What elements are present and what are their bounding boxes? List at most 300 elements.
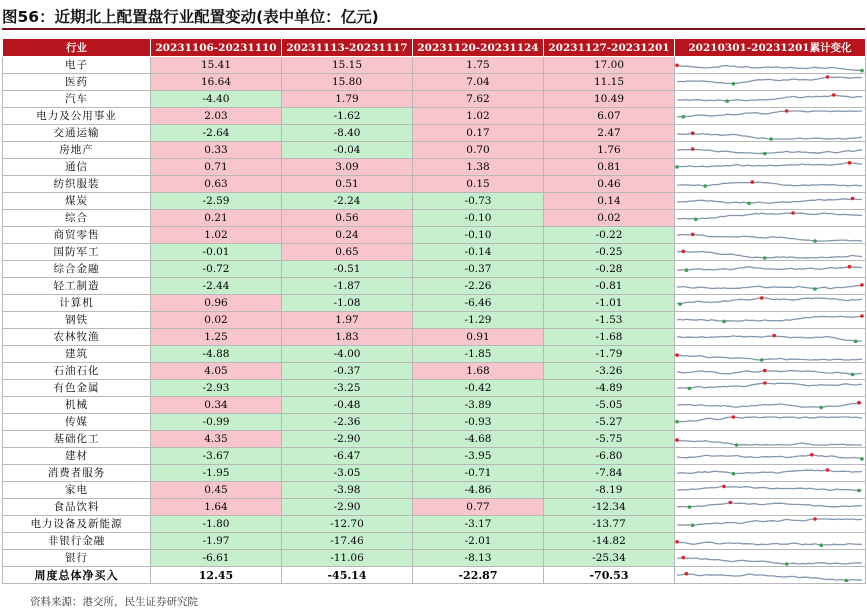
sparkline-chart	[675, 126, 864, 141]
sector-allocation-table	[2, 38, 866, 584]
cumulative-sparkline	[675, 176, 866, 193]
value-cell: 0.63	[151, 176, 282, 193]
cumulative-sparkline	[675, 431, 866, 448]
sparkline-chart	[675, 296, 864, 311]
table-row	[3, 108, 866, 125]
cumulative-sparkline	[675, 448, 866, 465]
sparkline-min-marker	[688, 505, 692, 509]
sparkline-min-marker	[725, 99, 729, 103]
table-row	[3, 125, 866, 142]
value-cell: -5.27	[544, 414, 675, 431]
table-row	[3, 499, 866, 516]
cumulative-sparkline	[675, 312, 866, 329]
industry-name: 交通运输	[3, 125, 151, 142]
value-cell: 1.02	[151, 227, 282, 244]
sparkline-min-marker	[785, 562, 789, 566]
cumulative-sparkline	[675, 125, 866, 142]
sparkline-chart	[675, 466, 864, 481]
table-header-row	[3, 39, 866, 57]
value-cell: -17.46	[282, 533, 413, 550]
sparkline-path	[677, 133, 862, 139]
sparkline-max-marker	[826, 75, 830, 79]
sparkline-chart	[675, 568, 864, 583]
cumulative-sparkline	[675, 159, 866, 176]
value-cell: 1.64	[151, 499, 282, 516]
value-cell: 0.96	[151, 295, 282, 312]
sparkline-min-marker	[732, 82, 736, 86]
table-body	[3, 57, 866, 584]
value-cell: 1.38	[413, 159, 544, 176]
figure-title: 图56：近期北上配置盘行业配置变动(表中单位：亿元)	[2, 5, 865, 30]
table-row	[3, 142, 866, 159]
header-week-3: 20231120-20231124	[413, 39, 544, 57]
industry-name: 基础化工	[3, 431, 151, 448]
sparkline-path	[677, 440, 862, 445]
cumulative-sparkline	[675, 550, 866, 567]
value-cell: -1.29	[413, 312, 544, 329]
sparkline-min-marker	[819, 405, 823, 409]
sparkline-max-marker	[810, 453, 814, 457]
sparkline-max-marker	[763, 381, 767, 385]
sparkline-chart	[675, 364, 864, 379]
value-cell: -0.71	[413, 465, 544, 482]
value-cell: -0.42	[413, 380, 544, 397]
sparkline-max-marker	[772, 333, 776, 337]
value-cell: -4.86	[413, 482, 544, 499]
sparkline-chart	[675, 177, 864, 192]
sparkline-min-marker	[722, 319, 726, 323]
sparkline-min-marker	[851, 372, 855, 376]
value-cell: -4.68	[413, 431, 544, 448]
value-cell: -6.46	[413, 295, 544, 312]
cumulative-sparkline	[675, 91, 866, 108]
value-cell: -1.80	[151, 516, 282, 533]
value-cell: 15.41	[151, 57, 282, 74]
sparkline-max-marker	[813, 517, 817, 521]
cumulative-sparkline	[675, 74, 866, 91]
value-cell: -0.10	[413, 227, 544, 244]
sparkline-max-marker	[791, 211, 795, 215]
sparkline-path	[677, 502, 862, 507]
value-cell: -1.95	[151, 465, 282, 482]
sparkline-max-marker	[675, 540, 679, 544]
value-cell: -3.67	[151, 448, 282, 465]
value-cell: -5.75	[544, 431, 675, 448]
table-row	[3, 414, 866, 431]
sparkline-max-marker	[675, 438, 679, 442]
value-cell: -1.85	[413, 346, 544, 363]
sparkline-min-marker	[691, 523, 695, 527]
value-cell: 17.00	[544, 57, 675, 74]
value-cell: -1.53	[544, 312, 675, 329]
sparkline-path	[677, 486, 862, 490]
table-row	[3, 431, 866, 448]
value-cell: -1.87	[282, 278, 413, 295]
sparkline-chart	[675, 211, 864, 226]
value-cell: -2.44	[151, 278, 282, 295]
sparkline-path	[677, 234, 862, 241]
industry-name: 钢铁	[3, 312, 151, 329]
sparkline-path	[677, 519, 862, 525]
value-cell: 7.04	[413, 74, 544, 91]
sparkline-path	[677, 251, 862, 258]
value-cell: -2.90	[282, 499, 413, 516]
value-cell: 1.97	[282, 312, 413, 329]
sparkline-max-marker	[826, 468, 830, 472]
industry-name: 煤炭	[3, 193, 151, 210]
table-row	[3, 397, 866, 414]
industry-name: 食品饮料	[3, 499, 151, 516]
value-cell: 0.65	[282, 244, 413, 261]
table-row	[3, 295, 866, 312]
value-cell: -0.22	[544, 227, 675, 244]
sparkline-max-marker	[763, 368, 767, 372]
sparkline-max-marker	[682, 555, 686, 559]
value-cell: -0.73	[413, 193, 544, 210]
sparkline-chart	[675, 330, 864, 345]
value-cell: -2.01	[413, 533, 544, 550]
sparkline-path	[677, 383, 862, 388]
sparkline-path	[677, 198, 862, 203]
sparkline-min-marker	[703, 184, 707, 188]
sparkline-min-marker	[760, 358, 764, 362]
sparkline-max-marker	[848, 161, 852, 165]
table-row	[3, 533, 866, 550]
cumulative-sparkline	[675, 227, 866, 244]
sparkline-min-marker	[854, 339, 858, 343]
value-cell: 2.03	[151, 108, 282, 125]
sparkline-path	[677, 541, 862, 544]
industry-name: 电力及公用事业	[3, 108, 151, 125]
sparkline-min-marker	[688, 386, 692, 390]
industry-name: 商贸零售	[3, 227, 151, 244]
value-cell: 1.68	[413, 363, 544, 380]
value-cell: -0.48	[282, 397, 413, 414]
value-cell: -7.84	[544, 465, 675, 482]
sparkline-min-marker	[769, 137, 773, 141]
sparkline-path	[677, 402, 862, 407]
industry-name: 消费者服务	[3, 465, 151, 482]
sparkline-path	[677, 162, 862, 166]
industry-name: 电子	[3, 57, 151, 74]
sparkline-chart	[675, 313, 864, 328]
sparkline-min-marker	[675, 165, 679, 169]
value-cell: 0.77	[413, 499, 544, 516]
sparkline-path	[677, 335, 862, 341]
sparkline-max-marker	[785, 109, 789, 113]
sparkline-min-marker	[682, 115, 686, 119]
cumulative-sparkline	[675, 57, 866, 74]
sparkline-max-marker	[732, 415, 736, 419]
value-cell: -6.47	[282, 448, 413, 465]
table-row	[3, 346, 866, 363]
sparkline-max-marker	[851, 196, 855, 200]
table-row	[3, 57, 866, 74]
value-cell: -2.90	[282, 431, 413, 448]
header-week-4: 20231127-20231201	[544, 39, 675, 57]
value-cell: 15.80	[282, 74, 413, 91]
sparkline-max-marker	[832, 93, 836, 97]
value-cell: -3.05	[282, 465, 413, 482]
value-cell: -2.26	[413, 278, 544, 295]
value-cell: 1.25	[151, 329, 282, 346]
sparkline-min-marker	[685, 268, 689, 272]
value-cell: 0.45	[151, 482, 282, 499]
sparkline-path	[677, 370, 862, 374]
industry-name: 建材	[3, 448, 151, 465]
industry-name: 医药	[3, 74, 151, 91]
value-cell: 0.02	[544, 210, 675, 227]
cumulative-sparkline	[675, 244, 866, 261]
sparkline-chart	[675, 449, 864, 464]
sparkline-min-marker	[857, 488, 861, 492]
industry-name: 国防军工	[3, 244, 151, 261]
cumulative-sparkline	[675, 142, 866, 159]
sparkline-min-marker	[694, 217, 698, 221]
sparkline-min-marker	[763, 151, 767, 155]
sparkline-max-marker	[751, 180, 755, 184]
sparkline-chart	[675, 228, 864, 243]
industry-name: 家电	[3, 482, 151, 499]
cumulative-sparkline	[675, 329, 866, 346]
total-label: 周度总体净买入	[3, 567, 151, 584]
header-week-1: 20231106-20231110	[151, 39, 282, 57]
sparkline-path	[677, 65, 862, 70]
value-cell: -13.77	[544, 516, 675, 533]
value-cell: 0.70	[413, 142, 544, 159]
value-cell: -2.59	[151, 193, 282, 210]
value-cell: -2.36	[282, 414, 413, 431]
value-cell: 16.64	[151, 74, 282, 91]
table-row	[3, 465, 866, 482]
header-cumulative: 20210301-20231201累计变化	[675, 39, 866, 57]
table-row	[3, 227, 866, 244]
sparkline-chart	[675, 347, 864, 362]
table-row	[3, 74, 866, 91]
cumulative-sparkline	[675, 108, 866, 125]
value-cell: 11.15	[544, 74, 675, 91]
value-cell: -3.25	[282, 380, 413, 397]
value-cell: 4.05	[151, 363, 282, 380]
table-row	[3, 261, 866, 278]
sparkline-path	[677, 284, 862, 288]
value-cell: -11.06	[282, 550, 413, 567]
sparkline-path	[677, 417, 862, 422]
sparkline-min-marker	[678, 302, 682, 306]
sparkline-max-marker	[848, 264, 852, 268]
value-cell: 0.71	[151, 159, 282, 176]
total-row	[3, 567, 866, 584]
value-cell: -4.89	[544, 380, 675, 397]
value-cell: -0.10	[413, 210, 544, 227]
value-cell: -0.51	[282, 261, 413, 278]
value-cell: -0.93	[413, 414, 544, 431]
value-cell: 0.02	[151, 312, 282, 329]
sparkline-max-marker	[685, 571, 689, 575]
cumulative-sparkline	[675, 193, 866, 210]
sparkline-chart	[675, 517, 864, 532]
value-cell: -45.14	[282, 567, 413, 584]
table-row	[3, 278, 866, 295]
cumulative-sparkline	[675, 499, 866, 516]
value-cell: -1.08	[282, 295, 413, 312]
value-cell: -12.34	[544, 499, 675, 516]
value-cell: -0.72	[151, 261, 282, 278]
industry-name: 银行	[3, 550, 151, 567]
value-cell: -0.37	[413, 261, 544, 278]
cumulative-sparkline	[675, 465, 866, 482]
value-cell: -0.01	[151, 244, 282, 261]
value-cell: -70.53	[544, 567, 675, 584]
sparkline-chart	[675, 398, 864, 413]
value-cell: -4.40	[151, 91, 282, 108]
value-cell: 10.49	[544, 91, 675, 108]
value-cell: 0.51	[282, 176, 413, 193]
sparkline-chart	[675, 551, 864, 566]
industry-name: 综合	[3, 210, 151, 227]
sparkline-path	[677, 298, 862, 304]
table-row	[3, 363, 866, 380]
sparkline-chart	[675, 262, 864, 277]
value-cell: -2.64	[151, 125, 282, 142]
sparkline-chart	[675, 143, 864, 158]
value-cell: -0.04	[282, 142, 413, 159]
cumulative-sparkline	[675, 210, 866, 227]
sparkline-max-marker	[760, 296, 764, 300]
sparkline-min-marker	[735, 443, 739, 447]
sparkline-path	[677, 355, 862, 360]
value-cell: 12.45	[151, 567, 282, 584]
value-cell: -3.89	[413, 397, 544, 414]
value-cell: 2.47	[544, 125, 675, 142]
cumulative-sparkline	[675, 397, 866, 414]
cumulative-sparkline	[675, 278, 866, 295]
table-row	[3, 312, 866, 329]
cumulative-sparkline	[675, 363, 866, 380]
sparkline-max-marker	[722, 484, 726, 488]
value-cell: 1.79	[282, 91, 413, 108]
value-cell: 0.56	[282, 210, 413, 227]
industry-name: 纺织服装	[3, 176, 151, 193]
sparkline-path	[677, 470, 862, 474]
value-cell: -3.26	[544, 363, 675, 380]
value-cell: -1.01	[544, 295, 675, 312]
industry-name: 石油石化	[3, 363, 151, 380]
value-cell: -12.70	[282, 516, 413, 533]
value-cell: -0.99	[151, 414, 282, 431]
table-row	[3, 244, 866, 261]
value-cell: 0.46	[544, 176, 675, 193]
value-cell: -6.61	[151, 550, 282, 567]
sparkline-min-marker	[860, 68, 864, 72]
sparkline-max-marker	[675, 63, 679, 67]
cumulative-sparkline	[675, 261, 866, 278]
value-cell: -14.82	[544, 533, 675, 550]
industry-name: 建筑	[3, 346, 151, 363]
sparkline-min-marker	[747, 201, 751, 205]
value-cell: -4.00	[282, 346, 413, 363]
value-cell: -4.88	[151, 346, 282, 363]
value-cell: -0.37	[282, 363, 413, 380]
value-cell: -8.19	[544, 482, 675, 499]
sparkline-max-marker	[691, 147, 695, 151]
value-cell: 0.81	[544, 159, 675, 176]
value-cell: -0.81	[544, 278, 675, 295]
sparkline-chart	[675, 160, 864, 175]
sparkline-path	[677, 149, 862, 154]
value-cell: -1.79	[544, 346, 675, 363]
sparkline-chart	[675, 279, 864, 294]
sparkline-max-marker	[682, 249, 686, 253]
sparkline-chart	[675, 432, 864, 447]
table-row	[3, 176, 866, 193]
value-cell: -1.97	[151, 533, 282, 550]
sparkline-min-marker	[860, 457, 864, 461]
value-cell: -22.87	[413, 567, 544, 584]
value-cell: -2.24	[282, 193, 413, 210]
sparkline-chart	[675, 483, 864, 498]
industry-name: 非银行金融	[3, 533, 151, 550]
value-cell: 7.62	[413, 91, 544, 108]
sparkline-path	[677, 573, 862, 580]
value-cell: -6.80	[544, 448, 675, 465]
header-industry: 行业	[3, 39, 151, 57]
value-cell: 6.07	[544, 108, 675, 125]
industry-name: 农林牧渔	[3, 329, 151, 346]
sparkline-min-marker	[675, 419, 679, 423]
sparkline-max-marker	[860, 283, 864, 287]
table-row	[3, 380, 866, 397]
sparkline-max-marker	[860, 314, 864, 318]
value-cell: 4.35	[151, 431, 282, 448]
value-cell: -3.95	[413, 448, 544, 465]
sparkline-path	[677, 557, 862, 563]
sparkline-path	[677, 454, 862, 458]
value-cell: 1.02	[413, 108, 544, 125]
sparkline-chart	[675, 58, 864, 73]
value-cell: -2.93	[151, 380, 282, 397]
sparkline-chart	[675, 75, 864, 90]
industry-name: 汽车	[3, 91, 151, 108]
industry-name: 有色金属	[3, 380, 151, 397]
total-sparkline	[675, 567, 866, 584]
value-cell: 15.15	[282, 57, 413, 74]
sparkline-max-marker	[675, 353, 679, 357]
cumulative-sparkline	[675, 346, 866, 363]
value-cell: -3.98	[282, 482, 413, 499]
sparkline-chart	[675, 245, 864, 260]
sparkline-chart	[675, 381, 864, 396]
cumulative-sparkline	[675, 533, 866, 550]
sparkline-path	[677, 77, 862, 84]
table-row	[3, 210, 866, 227]
table-row	[3, 482, 866, 499]
industry-name: 通信	[3, 159, 151, 176]
value-cell: -8.40	[282, 125, 413, 142]
value-cell: -1.68	[544, 329, 675, 346]
industry-name: 电力设备及新能源	[3, 516, 151, 533]
sparkline-path	[677, 111, 862, 117]
value-cell: 1.83	[282, 329, 413, 346]
sparkline-min-marker	[813, 239, 817, 243]
table-row	[3, 159, 866, 176]
value-cell: -3.17	[413, 516, 544, 533]
table-row	[3, 448, 866, 465]
header-week-2: 20231113-20231117	[282, 39, 413, 57]
table-row	[3, 550, 866, 567]
table-row	[3, 516, 866, 533]
value-cell: -5.05	[544, 397, 675, 414]
